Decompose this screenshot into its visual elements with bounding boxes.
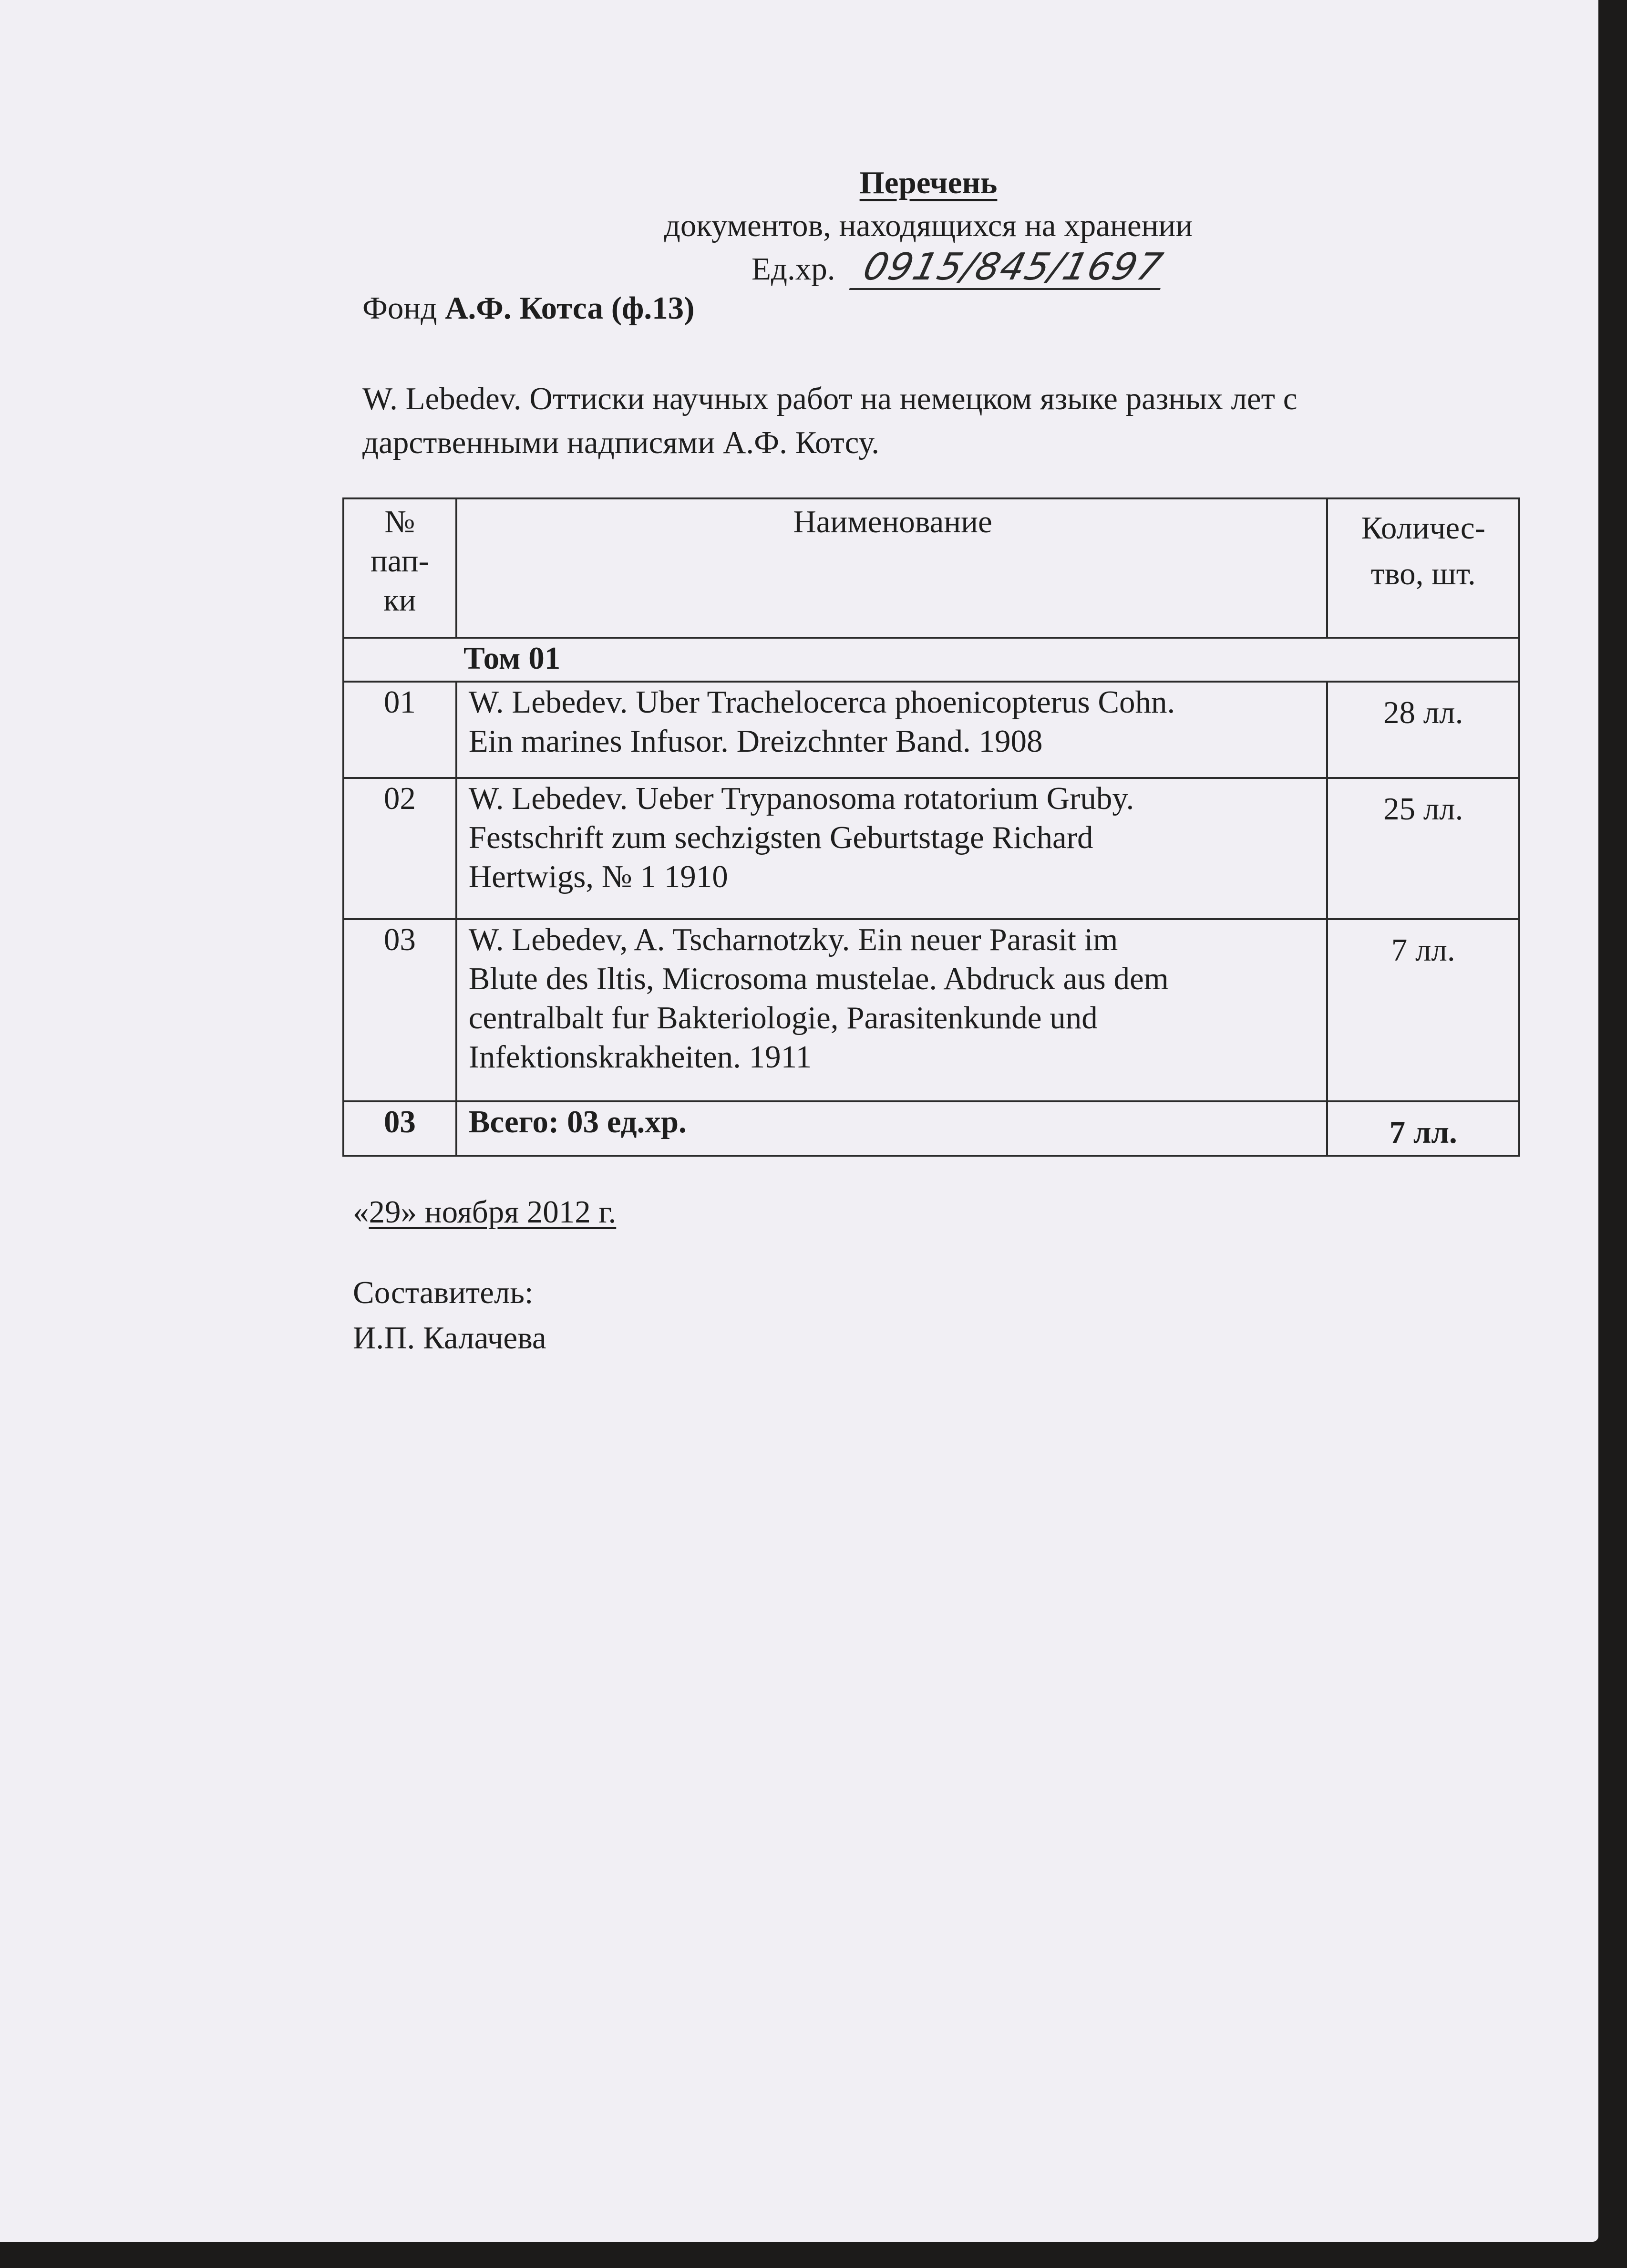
storage-unit-line bbox=[752, 247, 1166, 290]
date-month-year: » ноября 2012 г. bbox=[401, 1194, 617, 1230]
page-title: Перечень bbox=[859, 165, 998, 200]
storage-unit-handwritten-number: 0915/845/1697 bbox=[849, 247, 1171, 290]
documents-table bbox=[342, 497, 1520, 1157]
fond-prefix: Фонд bbox=[362, 290, 445, 326]
row-folder-number: 01 bbox=[343, 682, 456, 778]
row-folder-number: 03 bbox=[343, 919, 456, 1101]
header-name: Наименование bbox=[456, 498, 1328, 638]
row-folder-number: 02 bbox=[343, 778, 456, 919]
compiler-label: Составитель: bbox=[353, 1275, 534, 1310]
header-folder-number: № пап- ки bbox=[343, 498, 456, 638]
total-folder-count: 03 bbox=[343, 1101, 456, 1156]
storage-unit-label: Ед.хр. bbox=[752, 251, 835, 287]
date-day: 29 bbox=[369, 1194, 401, 1230]
table-row bbox=[343, 778, 1519, 919]
header-quantity: Количес- тво, шт. bbox=[1327, 498, 1519, 638]
fond-line bbox=[362, 290, 694, 327]
table-row bbox=[343, 682, 1519, 778]
row-quantity: 28 лл. bbox=[1327, 682, 1519, 778]
row-document-name: W. Lebedev, A. Tscharnotzky. Ein neuer Parasit im Blute des Iltis, Microsoma mustelae. Abdruck aus dem centralbalt fur Bakteriologie, Parasitenkunde und Infektionskrakheiten. 1911 bbox=[456, 919, 1328, 1101]
volume-label: Том 01 bbox=[343, 638, 1519, 682]
row-quantity: 7 лл. bbox=[1327, 919, 1519, 1101]
page-subtitle: документов, находящихся на хранении bbox=[664, 208, 1193, 243]
row-document-name: W. Lebedev. Ueber Trypanosoma rotatorium Gruby. Festschrift zum sechzigsten Geburtstage Richard Hertwigs, № 1 1910 bbox=[456, 778, 1328, 919]
collection-description: W. Lebedev. Оттиски научных работ на немецком языке разных лет с дарственными надписями А.Ф. Котсу. bbox=[362, 381, 1297, 460]
total-label: Всего: 03 ед.хр. bbox=[456, 1101, 1328, 1156]
document-date: «29» ноября 2012 г. bbox=[353, 1194, 617, 1230]
row-quantity: 25 лл. bbox=[1327, 778, 1519, 919]
fond-name: А.Ф. Котса (ф.13) bbox=[445, 290, 695, 326]
compiler-name: И.П. Калачева bbox=[353, 1320, 546, 1356]
total-row bbox=[343, 1101, 1519, 1156]
row-document-name: W. Lebedev. Uber Trachelocerca phoenicopterus Cohn. Ein marines Infusor. Dreizchnter Band. 1908 bbox=[456, 682, 1328, 778]
table-row bbox=[343, 919, 1519, 1101]
volume-row bbox=[343, 638, 1519, 682]
total-quantity: 7 лл. bbox=[1327, 1101, 1519, 1156]
table-header-row bbox=[343, 498, 1519, 638]
